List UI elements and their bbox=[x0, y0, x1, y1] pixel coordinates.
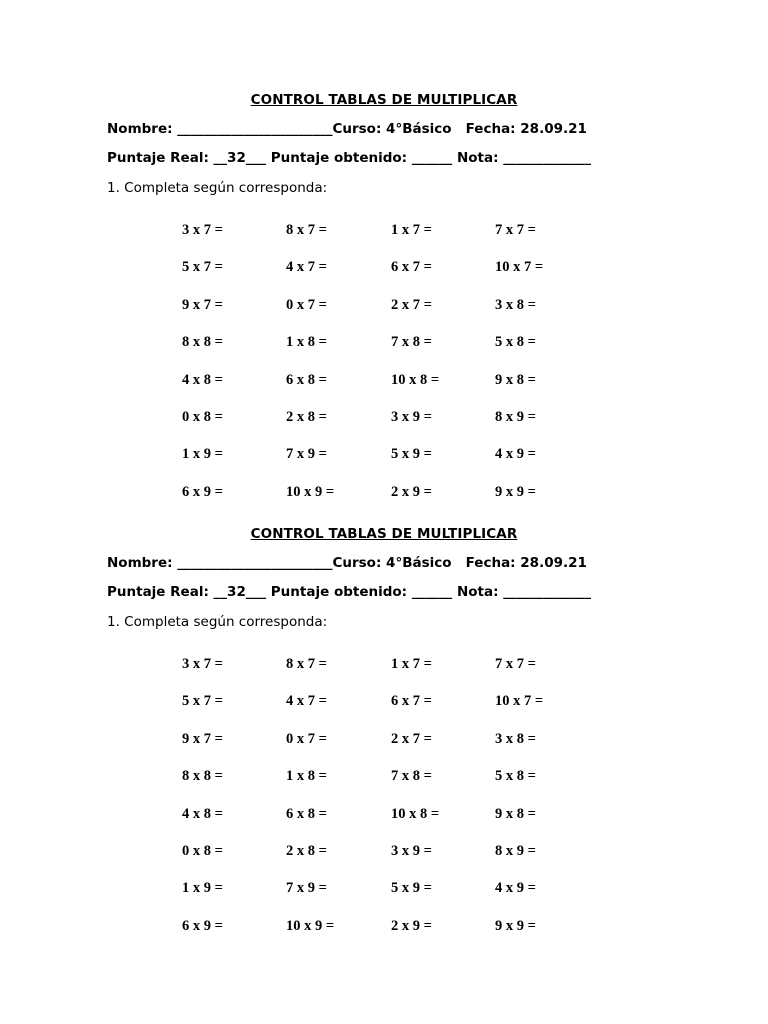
multiplication-exercise: 2 x 8 = bbox=[286, 409, 327, 425]
multiplication-exercise: 8 x 7 = bbox=[286, 656, 327, 672]
multiplication-exercise: 9 x 8 = bbox=[495, 805, 536, 822]
multiplication-exercise: 6 x 9 = bbox=[182, 483, 223, 500]
multiplication-exercise: 9 x 7 = bbox=[182, 730, 223, 747]
multiplication-exercise: 4 x 8 = bbox=[182, 805, 223, 822]
multiplication-exercise: 5 x 9 = bbox=[391, 880, 432, 897]
multiplication-exercise: 6 x 8 = bbox=[286, 805, 327, 822]
multiplication-exercise: 9 x 7 = bbox=[182, 296, 223, 313]
multiplication-exercise: 4 x 7 = bbox=[286, 693, 327, 710]
multiplication-exercise: 8 x 8 = bbox=[182, 334, 223, 351]
multiplication-exercise: 10 x 7 = bbox=[495, 259, 544, 276]
multiplication-exercise: 9 x 9 = bbox=[495, 917, 536, 934]
multiplication-exercise: 3 x 7 = bbox=[182, 222, 223, 238]
student-info-line: Nombre: _______________________Curso: 4°Básico Fecha: 28.09.21 bbox=[107, 121, 587, 137]
multiplication-exercise: 1 x 9 = bbox=[182, 880, 223, 897]
multiplication-exercise: 5 x 7 = bbox=[182, 259, 223, 276]
multiplication-exercise: 6 x 8 = bbox=[286, 371, 327, 388]
multiplication-exercise: 6 x 9 = bbox=[182, 917, 223, 934]
multiplication-exercise: 0 x 7 = bbox=[286, 296, 327, 313]
multiplication-exercise: 10 x 8 = bbox=[391, 371, 440, 388]
multiplication-exercise: 7 x 9 = bbox=[286, 880, 327, 897]
multiplication-exercise: 5 x 8 = bbox=[495, 768, 536, 785]
multiplication-exercise: 2 x 8 = bbox=[286, 843, 327, 859]
multiplication-exercise: 1 x 7 = bbox=[391, 222, 432, 238]
multiplication-exercise: 1 x 8 = bbox=[286, 334, 327, 351]
multiplication-exercise: 3 x 7 = bbox=[182, 656, 223, 672]
multiplication-exercise: 9 x 8 = bbox=[495, 371, 536, 388]
multiplication-exercise: 9 x 9 = bbox=[495, 483, 536, 500]
multiplication-exercise: 4 x 9 = bbox=[495, 880, 536, 897]
multiplication-exercise: 0 x 8 = bbox=[182, 843, 223, 859]
multiplication-exercise: 2 x 9 = bbox=[391, 917, 432, 934]
multiplication-exercise: 7 x 7 = bbox=[495, 222, 536, 238]
multiplication-exercise: 5 x 7 = bbox=[182, 693, 223, 710]
multiplication-exercise: 10 x 7 = bbox=[495, 693, 544, 710]
multiplication-exercise: 0 x 7 = bbox=[286, 730, 327, 747]
score-line: Puntaje Real: __32___ Puntaje obtenido: ______ Nota: _____________ bbox=[107, 584, 591, 600]
multiplication-exercise: 0 x 8 = bbox=[182, 409, 223, 425]
worksheet-2 bbox=[0, 434, 768, 934]
multiplication-exercise: 3 x 8 = bbox=[495, 296, 536, 313]
multiplication-exercise: 8 x 8 = bbox=[182, 768, 223, 785]
multiplication-exercise: 3 x 8 = bbox=[495, 730, 536, 747]
multiplication-exercise: 4 x 7 = bbox=[286, 259, 327, 276]
multiplication-exercise: 3 x 9 = bbox=[391, 843, 432, 859]
multiplication-exercise: 7 x 9 = bbox=[286, 446, 327, 463]
multiplication-exercise: 1 x 7 = bbox=[391, 656, 432, 672]
multiplication-exercise: 3 x 9 = bbox=[391, 409, 432, 425]
multiplication-exercise: 5 x 9 = bbox=[391, 446, 432, 463]
multiplication-exercise: 8 x 9 = bbox=[495, 409, 536, 425]
worksheet-title: CONTROL TABLAS DE MULTIPLICAR bbox=[250, 92, 518, 108]
multiplication-exercise: 7 x 8 = bbox=[391, 768, 432, 785]
multiplication-exercise: 4 x 8 = bbox=[182, 371, 223, 388]
worksheet-1 bbox=[0, 0, 768, 500]
multiplication-exercise: 1 x 8 = bbox=[286, 768, 327, 785]
multiplication-exercise: 7 x 8 = bbox=[391, 334, 432, 351]
multiplication-exercise: 10 x 9 = bbox=[286, 483, 335, 500]
multiplication-exercise: 2 x 7 = bbox=[391, 730, 432, 747]
multiplication-exercise: 10 x 8 = bbox=[391, 805, 440, 822]
multiplication-exercise: 2 x 7 = bbox=[391, 296, 432, 313]
multiplication-exercise: 10 x 9 = bbox=[286, 917, 335, 934]
worksheet-title: CONTROL TABLAS DE MULTIPLICAR bbox=[250, 526, 518, 542]
multiplication-exercise: 5 x 8 = bbox=[495, 334, 536, 351]
instruction: 1. Completa según corresponda: bbox=[107, 614, 328, 630]
multiplication-exercise: 4 x 9 = bbox=[495, 446, 536, 463]
multiplication-exercise: 6 x 7 = bbox=[391, 259, 432, 276]
multiplication-exercise: 1 x 9 = bbox=[182, 446, 223, 463]
instruction: 1. Completa según corresponda: bbox=[107, 180, 328, 196]
multiplication-exercise: 6 x 7 = bbox=[391, 693, 432, 710]
multiplication-exercise: 8 x 7 = bbox=[286, 222, 327, 238]
score-line: Puntaje Real: __32___ Puntaje obtenido: ______ Nota: _____________ bbox=[107, 150, 591, 166]
multiplication-exercise: 2 x 9 = bbox=[391, 483, 432, 500]
multiplication-exercise: 8 x 9 = bbox=[495, 843, 536, 859]
student-info-line: Nombre: _______________________Curso: 4°Básico Fecha: 28.09.21 bbox=[107, 555, 587, 571]
multiplication-exercise: 7 x 7 = bbox=[495, 656, 536, 672]
